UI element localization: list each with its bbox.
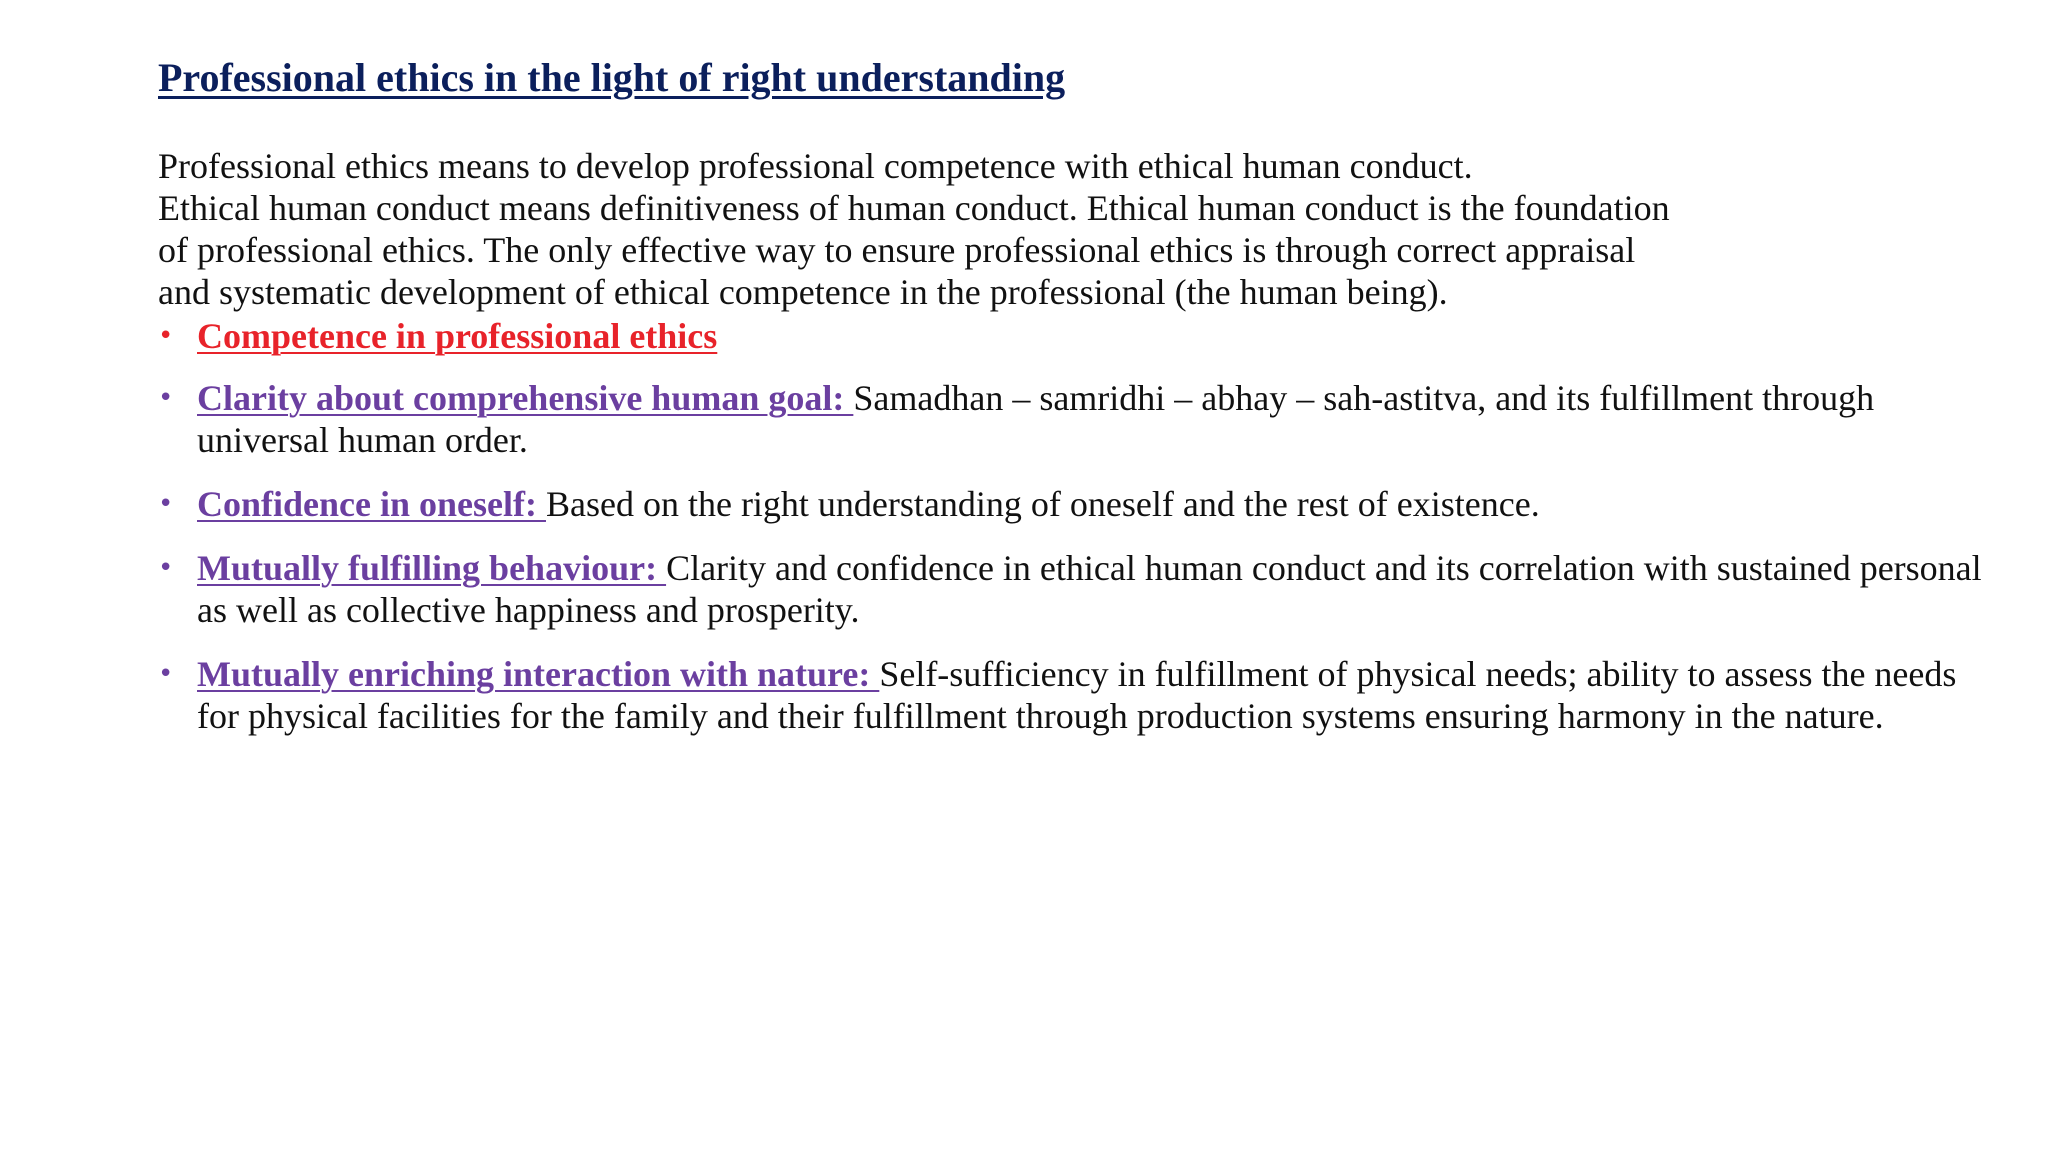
bullet-heading: Clarity about comprehensive human goal: xyxy=(197,378,854,418)
bullet-dot-icon: • xyxy=(158,321,174,351)
list-item xyxy=(158,547,1988,631)
list-item xyxy=(158,653,1988,737)
bullet-dot-icon: • xyxy=(158,553,174,583)
intro-line: of professional ethics. The only effective way to ensure professional ethics is through correct appraisal xyxy=(158,230,1636,270)
bullet-list xyxy=(158,315,1988,759)
bullet-heading: Mutually enriching interaction with nature: xyxy=(197,654,880,694)
bullet-dot-icon: • xyxy=(158,383,174,413)
list-item xyxy=(158,377,1988,461)
slide-title: Professional ethics in the light of right understanding xyxy=(158,55,1066,100)
intro-line: and systematic development of ethical competence in the professional (the human being). xyxy=(158,272,1448,312)
list-item xyxy=(158,483,1988,525)
bullet-text: Based on the right understanding of oneself and the rest of existence. xyxy=(545,484,1540,524)
bullet-heading: Confidence in oneself: xyxy=(197,484,546,524)
intro-line: Professional ethics means to develop professional competence with ethical human conduct. xyxy=(158,146,1473,186)
intro-paragraph xyxy=(158,145,1978,313)
bullet-heading: Mutually fulfilling behaviour: xyxy=(197,548,667,588)
bullet-heading: Competence in professional ethics xyxy=(197,316,718,356)
bullet-text: Self-sufficiency in fulfillment of physical needs; ability to assess the needs for physical facilities for the family and their fulfillment through production systems ensuring harmony in the nature. xyxy=(197,654,1957,736)
bullet-text: Clarity and confidence in ethical human conduct and its correlation with sustained personal as well as collective happiness and prosperity. xyxy=(197,548,1982,630)
bullet-text: Samadhan – samridhi – abhay – sah-astitva, and its fulfillment through universal human order. xyxy=(197,378,1875,460)
bullet-dot-icon: • xyxy=(158,659,174,689)
bullet-dot-icon: • xyxy=(158,489,174,519)
intro-line: Ethical human conduct means definitiveness of human conduct. Ethical human conduct is the foundation xyxy=(158,188,1670,228)
list-item xyxy=(158,315,1988,357)
